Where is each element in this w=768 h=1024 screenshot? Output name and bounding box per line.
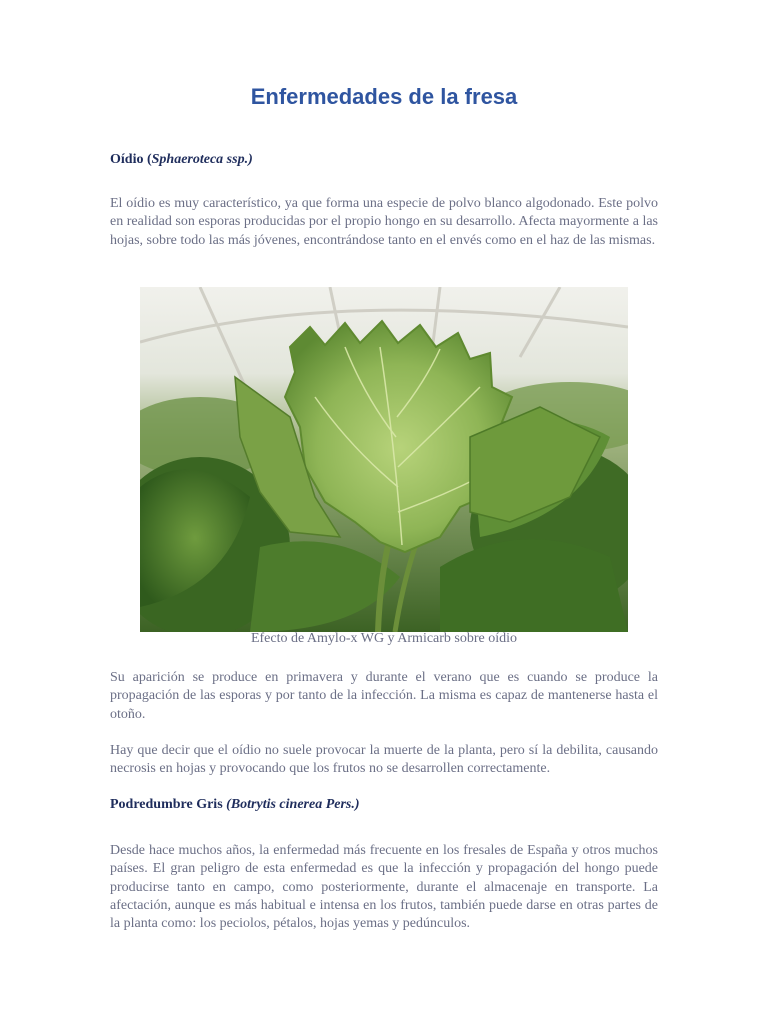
photo-caption: Efecto de Amylo-x WG y Armicarb sobre oídio — [250, 631, 518, 646]
section-heading-podredumbre-gris — [110, 796, 658, 814]
strawberry-leaf-photo — [140, 287, 628, 632]
paragraph-podredumbre-description: Desde hace muchos años, la enfermedad más frecuente en los fresales de España y otros muchos países. El gran peligro de esta enfermedad es que la infección y propagación del hongo puede producirse tanto en campo, como posteriormente, durante el almacenaje en transporte. La afectación, aunque es más habitual e intensa en los frutos, también puede darse en otras partes de la planta como: los peciolos, pétalos, hojas yemas y pedúnculos. — [110, 843, 658, 932]
heading-text: Podredumbre Gris — [110, 797, 227, 812]
section-heading-oidio — [110, 151, 658, 169]
heading-text: Oídio ( — [110, 152, 152, 167]
paragraph-oidio-season: Su aparición se produce en primavera y durante el verano que es cuando se produce la propagación de las esporas y por tanto de la infección. La misma es capaz de mantenerse hasta el otoño. — [110, 670, 658, 722]
page-title: Enfermedades de la fresa — [250, 84, 518, 109]
paragraph-oidio-effects: Hay que decir que el oídio no suele provocar la muerte de la planta, pero sí la debilita, causando necrosis en hojas y provocando que los frutos no se desarrollen correctamente. — [110, 743, 658, 777]
heading-latin-name: (Botrytis cinerea Pers.) — [226, 797, 360, 812]
heading-latin-name: Sphaeroteca ssp.) — [151, 152, 253, 167]
paragraph-oidio-description: El oídio es muy característico, ya que forma una especie de polvo blanco algodonado. Este polvo en realidad son esporas producidas por el propio hongo en su desarrollo. Afecta mayormente a las hojas, sobre todo las más jóvenes, encontrándose tanto en el envés como en el haz de las mismas. — [110, 196, 658, 248]
